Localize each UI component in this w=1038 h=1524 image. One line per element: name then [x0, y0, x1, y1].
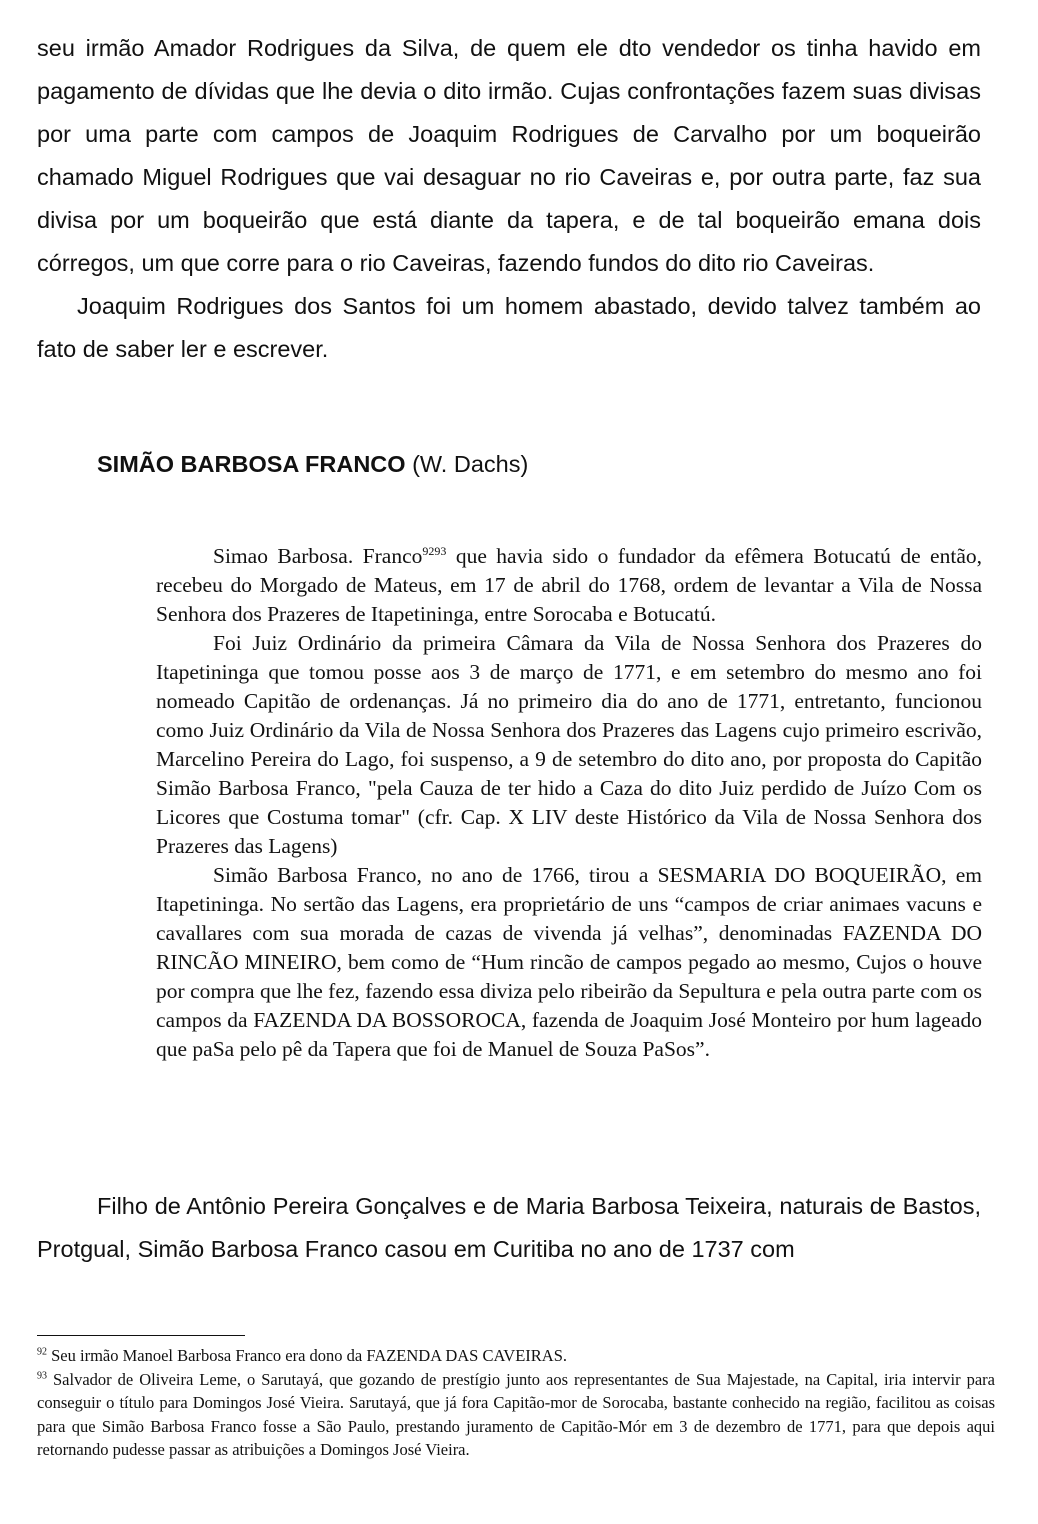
paragraph-filho: Filho de Antônio Pereira Gonçalves e de Maria Barbosa Teixeira, naturais de Bastos, Protgual, Simão Barbosa Franco casou em Curitiba no ano de 1737 com — [37, 1193, 981, 1262]
paragraph-joaquim: Joaquim Rodrigues dos Santos foi um homem abastado, devido talvez também ao fato de saber ler e escrever. — [37, 293, 981, 362]
quote-paragraph-1 — [156, 542, 982, 629]
footnote-separator — [37, 1335, 245, 1336]
footnote-ref-92-93: 9293 — [422, 543, 447, 558]
footnote-text: Salvador de Oliveira Leme, o Sarutayá, que gozando de prestígio junto aos representantes de Sua Majestade, na Capital, iria intervir para conseguir o título para Domingos José Vieira. Sarutayá, que já fora Capitão-mor de Sorocaba, bastante conhecido na região, facilitou as coisas para que Simão Barbosa Franco fosse a São Paulo, prestando juramento de Capitão-Mór em 3 de dezembro de 1771, para que depois aqui retornando pudesse passar as atribuições a Domingos José Vieira. — [37, 1369, 995, 1459]
footnote-number: 93 — [37, 1370, 47, 1381]
body-text-bottom — [37, 1185, 981, 1271]
quote-p1-start: Simao Barbosa. Franco — [213, 544, 423, 568]
footnote-number: 92 — [37, 1346, 47, 1358]
body-text-top — [37, 27, 981, 371]
section-author: (W. Dachs) — [412, 451, 529, 477]
block-quote — [156, 542, 982, 1064]
quote-p1-rest: que havia sido o fundador da efêmera Botucatú de então, recebeu do Morgado de Mateus, em 17 de abril do 1768, ordem de levantar a Vila de Nossa Senhora dos Prazeres de Itapetininga, entre Sorocaba e Botucatú. — [156, 544, 982, 626]
quote-paragraph-3: Simão Barbosa Franco, no ano de 1766, tirou a SESMARIA DO BOQUEIRÃO, em Itapetininga. No sertão das Lagens, era proprietário de uns “campos de criar animaes vacuns e cavallares com sua morada de cazas de vivenda já velhas”, denominadas FAZENDA DO RINCÃO MINEIRO, bem como de “Hum rincão de campos pegado ao mesmo, Cujos o houve por compra que lhe fez, fazendo essa diviza pelo ribeirão da Sepultura e pela outra parte com os campos da FAZENDA DA BOSSOROCA, fazenda de Joaquim José Monteiro por hum lageado que paSa pelo pê da Tapera que foi de Manuel de Souza PaSos”. — [156, 863, 982, 1061]
quote-paragraph-2: Foi Juiz Ordinário da primeira Câmara da Vila de Nossa Senhora dos Prazeres do Itapetininga que tomou posse aos 3 de março de 1771, e em setembro do mesmo ano foi nomeado Capitão de ordenanças. Já no primeiro dia do ano de 1771, entretanto, funcionou como Juiz Ordinário da Vila de Nossa Senhora dos Prazeres das Lagens cujo primeiro escrivão, Marcelino Pereira do Lago, foi suspenso, a 9 de setembro do dito ano, por proposta do Capitão Simão Barbosa Franco, "pela Cauza de ter hido a Caza do dito Juiz perdido de Juízo Com os Licores que Costuma tomar" (cfr. Cap. X LIV deste Histórico da Vila de Nossa Senhora dos Prazeres das Lagens) — [156, 631, 982, 858]
section-heading — [97, 443, 528, 486]
footnote-text: Seu irmão Manoel Barbosa Franco era dono da FAZENDA DAS CAVEIRAS. — [47, 1346, 567, 1365]
footnotes — [37, 1344, 995, 1462]
section-title: SIMÃO BARBOSA FRANCO — [97, 451, 406, 477]
footnote-92 — [37, 1344, 995, 1368]
paragraph-continuation: seu irmão Amador Rodrigues da Silva, de quem ele dto vendedor os tinha havido em pagamento de dívidas que lhe devia o dito irmão. Cujas confrontações fazem suas divisas por uma parte com campos de Joaquim Rodrigues de Carvalho por um boqueirão chamado Miguel Rodrigues que vai desaguar no rio Caveiras e, por outra parte, faz sua divisa por um boqueirão que está diante da tapera, e de tal boqueirão emana dois córregos, um que corre para o rio Caveiras, fazendo fundos do dito rio Caveiras. — [37, 35, 981, 276]
footnote-93 — [37, 1368, 995, 1462]
